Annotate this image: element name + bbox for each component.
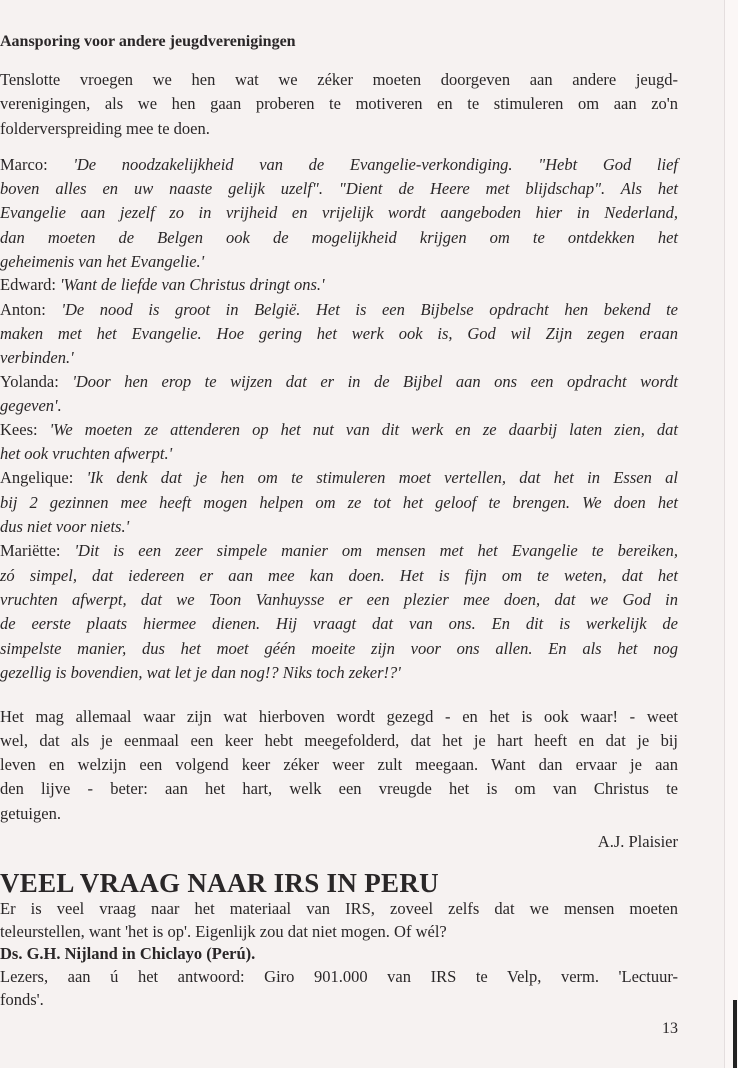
quote-line	[0, 468, 678, 488]
quote-text: de eerste plaats hiermee dienen. Hij vraagt dat van ons. En dit is werkelijk de	[0, 614, 678, 633]
quote-line	[0, 372, 678, 392]
closing-line: den lijve - beter: aan het hart, welk een vreugde het is om van Christus te	[0, 779, 678, 798]
quote-text: boven alles en uw naaste gelijk uzelf". "Dient de Heere met blijdschap". Als het	[0, 179, 678, 198]
speaker-name: Edward:	[0, 275, 61, 294]
quote-line	[0, 639, 678, 659]
quote-text: geheimenis van het Evangelie.'	[0, 252, 205, 271]
quote-text: 'De nood is groot in België. Het is een Bijbelse opdracht hen bekend te	[61, 300, 678, 319]
quote-text: Evangelie aan jezelf zo in vrijheid en vrijelijk wordt aangeboden hier in Nederland,	[0, 203, 678, 222]
quote-line	[0, 228, 678, 248]
quote-line	[0, 663, 678, 683]
quote-line	[0, 275, 678, 295]
page-edge	[724, 0, 738, 1068]
quote-line	[0, 493, 678, 513]
lead-line: Er is veel vraag naar het materiaal van IRS, zoveel zelfs dat we mensen moeten	[0, 899, 678, 918]
quote-line	[0, 420, 678, 440]
closing-line: getuigen.	[0, 804, 61, 823]
closing-line: Het mag allemaal waar zijn wat hierboven wordt gezegd - en het is ook waar! - weet	[0, 707, 678, 726]
quote-line	[0, 444, 678, 464]
quote-line	[0, 590, 678, 610]
speaker-name: Angelique:	[0, 468, 87, 487]
quote-text: 'We moeten ze attenderen op het nut van dit werk en ze daarbij laten zien, dat	[49, 420, 678, 439]
quote-text: dus niet voor niets.'	[0, 517, 130, 536]
speaker-name: Mariëtte:	[0, 541, 75, 560]
quote-line	[0, 614, 678, 634]
quote-line	[0, 324, 678, 344]
quote-text: 'De noodzakelijkheid van de Evangelie-verkondiging. "Hebt God lief	[73, 155, 679, 174]
quote-text: het ook vruchten afwerpt.'	[0, 444, 173, 463]
lead-line: teleurstellen, want 'het is op'. Eigenlijk zou dat niet mogen. Of wél?	[0, 922, 447, 941]
quote-text: 'Ik denk dat je hen om te stimuleren moet vertellen, dat het in Essen al	[86, 468, 678, 487]
quote-text: dan moeten de Belgen ook de mogelijkheid krijgen om te ontdekken het	[0, 228, 678, 247]
quote-line	[0, 396, 678, 416]
quote-line	[0, 203, 678, 223]
quote-text: 'Door hen erop te wijzen dat er in de Bijbel aan ons een opdracht wordt	[72, 372, 678, 391]
quote-text: 'Want de liefde van Christus dringt ons.'	[60, 275, 325, 294]
page-number: 13	[662, 1020, 678, 1037]
body-line: fonds'.	[0, 990, 44, 1009]
quote-line	[0, 517, 678, 537]
quote-text: simpelste manier, dus het moet géén moeite zijn voor ons allen. En als het nog	[0, 639, 678, 658]
quote-text: gegeven'.	[0, 396, 62, 415]
section-heading: Aansporing voor andere jeugdverenigingen	[0, 33, 296, 50]
quote-text: 'Dit is een zeer simpele manier om mensen met het Evangelie te bereiken,	[74, 541, 678, 560]
quote-line	[0, 566, 678, 586]
intro-line: verenigingen, als we hen gaan proberen te motiveren en te stimuleren om aan zo'n	[0, 94, 678, 113]
article-title: VEEL VRAAG NAAR IRS IN PERU	[0, 868, 439, 898]
quote-text: zó simpel, dat iedereen er aan mee kan doen. Het is fijn om te weten, dat het	[0, 566, 678, 585]
body-line: Lezers, aan ú het antwoord: Giro 901.000 van IRS te Velp, verm. 'Lectuur-	[0, 967, 678, 986]
binding-mark	[733, 1000, 737, 1068]
quote-text: vruchten afwerpt, dat we Toon Vanhuysse er een plezier mee doen, dat we God in	[0, 590, 678, 609]
author-signature: A.J. Plaisier	[597, 832, 678, 851]
speaker-name: Anton:	[0, 300, 62, 319]
quote-text: bij 2 gezinnen mee heeft mogen helpen om ze tot het geloof te brengen. We doen het	[0, 493, 678, 512]
quote-text: verbinden.'	[0, 348, 74, 367]
quote-line	[0, 252, 678, 272]
quote-line	[0, 541, 678, 561]
intro-line: folderverspreiding mee te doen.	[0, 119, 210, 138]
closing-line: wel, dat als je eenmaal een keer hebt meegefolderd, dat het je hart heeft en dat je bij	[0, 731, 678, 750]
speaker-name: Yolanda:	[0, 372, 73, 391]
quote-line	[0, 300, 678, 320]
quote-line	[0, 179, 678, 199]
quote-text: maken met het Evangelie. Hoe gering het werk ook is, God wil Zijn zegen eraan	[0, 324, 678, 343]
quote-line	[0, 155, 678, 175]
speaker-name: Kees:	[0, 420, 50, 439]
byline: Ds. G.H. Nijland in Chiclayo (Perú).	[0, 944, 256, 963]
quote-text: gezellig is bovendien, wat let je dan nog!? Niks toch zeker!?'	[0, 663, 401, 682]
intro-line: Tenslotte vroegen we hen wat we zéker moeten doorgeven aan andere jeugd-	[0, 70, 678, 89]
speaker-name: Marco:	[0, 155, 74, 174]
quote-line	[0, 348, 678, 368]
closing-line: leven en welzijn een volgend keer zéker weer zult meegaan. Want dan ervaar je aan	[0, 755, 678, 774]
